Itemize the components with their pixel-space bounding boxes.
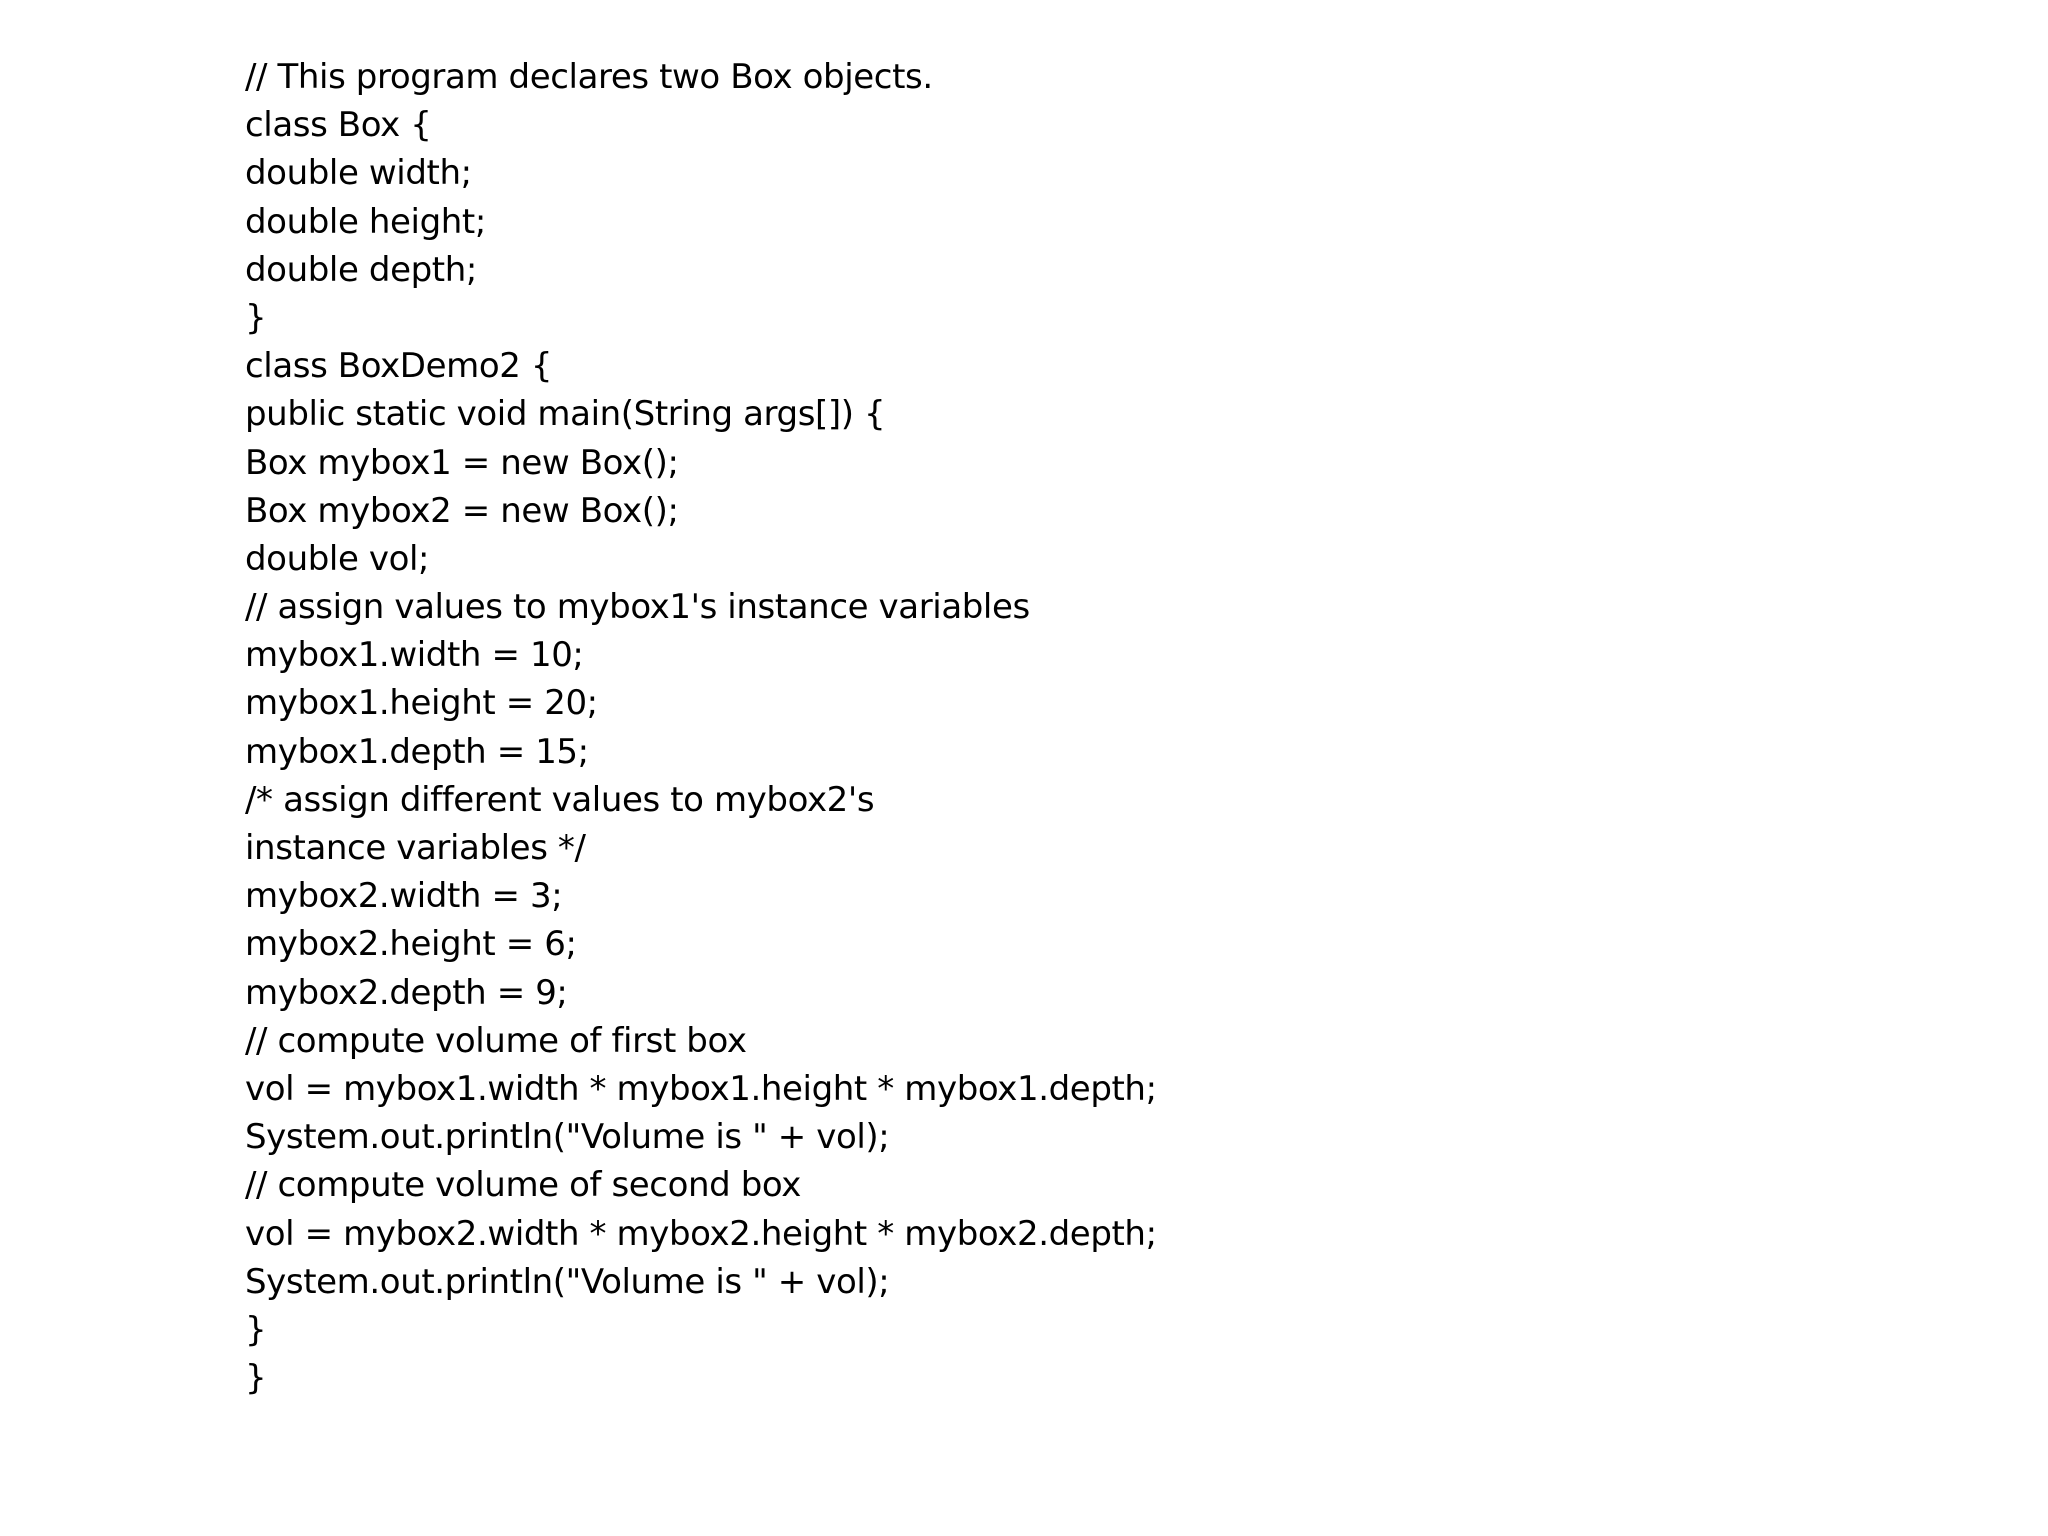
code-line-16: /* assign different values to mybox2's	[245, 779, 875, 820]
code-line-23: System.out.println("Volume is " + vol);	[245, 1117, 890, 1158]
code-line-28: }	[245, 1358, 267, 1399]
code-line-15: mybox1.depth = 15;	[245, 731, 589, 772]
code-line-3: double width;	[245, 153, 472, 194]
code-line-4: double height;	[245, 201, 486, 242]
code-line-6: }	[245, 297, 267, 338]
code-line-12: // assign values to mybox1's instance variables	[245, 587, 1030, 628]
code-line-19: mybox2.height = 6;	[245, 924, 577, 965]
code-line-17: instance variables */	[245, 828, 586, 868]
code-line-27: }	[245, 1309, 267, 1350]
code-line-20: mybox2.depth = 9;	[245, 972, 568, 1013]
code-line-25: vol = mybox2.width * mybox2.height * mybox2.depth;	[245, 1213, 1157, 1254]
code-line-22: vol = mybox1.width * mybox1.height * mybox1.depth;	[245, 1068, 1157, 1109]
code-line-24: // compute volume of second box	[245, 1165, 801, 1206]
code-line-2: class Box {	[245, 105, 432, 146]
code-line-11: double vol;	[245, 538, 430, 579]
code-line-9: Box mybox1 = new Box();	[245, 442, 679, 483]
code-line-21: // compute volume of first box	[245, 1020, 747, 1061]
code-listing	[245, 53, 1645, 1402]
code-line-26: System.out.println("Volume is " + vol);	[245, 1261, 890, 1302]
code-line-5: double depth;	[245, 249, 477, 290]
code-line-7: class BoxDemo2 {	[245, 346, 553, 387]
code-line-1: // This program declares two Box objects.	[245, 57, 933, 97]
code-line-18: mybox2.width = 3;	[245, 876, 563, 917]
code-line-10: Box mybox2 = new Box();	[245, 490, 679, 531]
code-line-13: mybox1.width = 10;	[245, 635, 584, 676]
code-line-8: public static void main(String args[]) {	[245, 394, 886, 435]
code-line-14: mybox1.height = 20;	[245, 683, 598, 724]
